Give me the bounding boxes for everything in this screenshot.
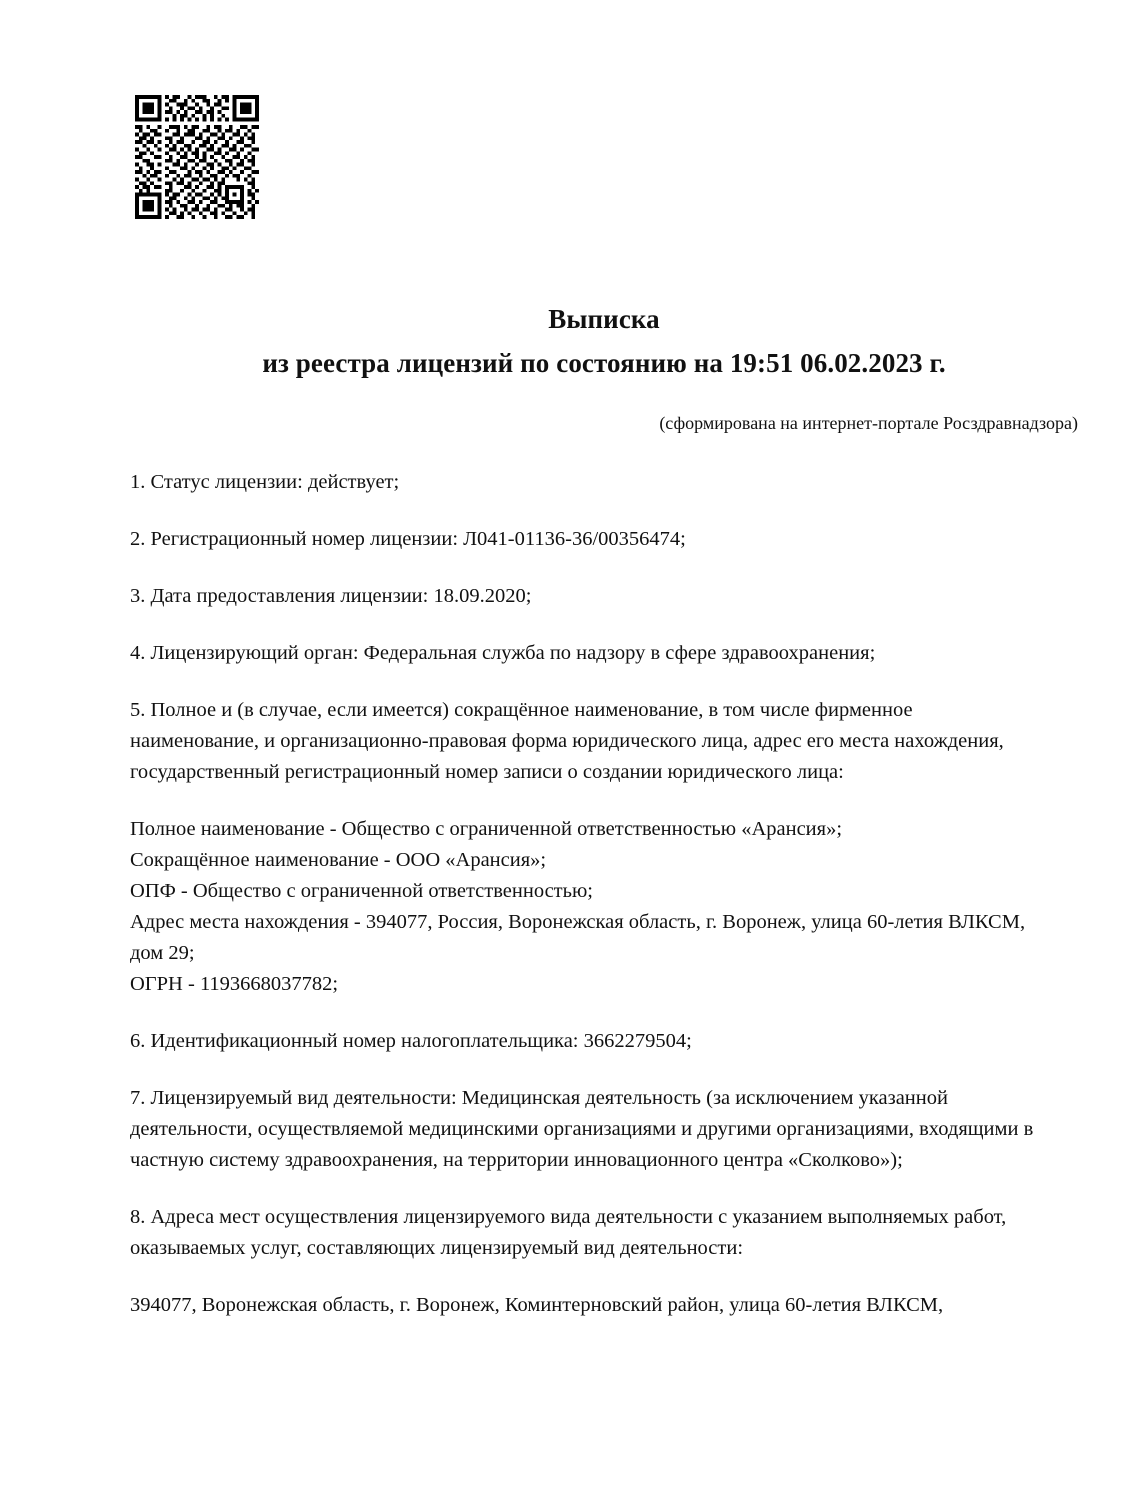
document-body <box>130 467 1040 1321</box>
item-7-licensed-activity: 7. Лицензируемый вид деятельности: Медицинская деятельность (за исключением указанной деятельности, осуществляемой медицинскими организациями и другими организациями, входящими в частную систему здравоохранения, на территории инновационного центра «Сколково»); <box>130 1087 1034 1171</box>
entity-address: Адрес места нахождения - 394077, Россия, Воронежская область, г. Воронеж, улица 60-летия ВЛКСМ, дом 29; <box>130 911 1026 964</box>
entity-full-name: Полное наименование - Общество с ограниченной ответственностью «Арансия»; <box>130 818 843 840</box>
page-subtitle-date: из реестра лицензий по состоянию на 19:51 06.02.2023 г. <box>262 348 946 378</box>
entity-ogrn: ОГРН - 1193668037782; <box>130 973 339 995</box>
item-8-activity-addresses-heading: 8. Адреса мест осуществления лицензируемого вида деятельности с указанием выполняемых работ, оказываемых услуг, составляющих лицензируемый вид деятельности: <box>130 1206 1007 1259</box>
entity-short-name: Сокращённое наименование - ООО «Арансия»; <box>130 849 547 871</box>
item-5-entity-naming-heading: 5. Полное и (в случае, если имеется) сокращённое наименование, в том числе фирменное наименование, и организационно-правовая форма юридического лица, адрес его места нахождения, государственный регистрационный номер записи о создании юридического лица: <box>130 699 1004 783</box>
item-2-registration-number: 2. Регистрационный номер лицензии: Л041-01136-36/00356474; <box>130 528 686 550</box>
activity-address-line: 394077, Воронежская область, г. Воронеж, Коминтерновский район, улица 60-летия ВЛКСМ, <box>130 1294 944 1316</box>
item-6-taxpayer-number: 6. Идентификационный номер налогоплательщика: 3662279504; <box>130 1030 692 1052</box>
entity-details-block <box>130 814 1040 1000</box>
source-note: (сформирована на интернет-портале Росздравнадзора) <box>659 413 1078 433</box>
item-4-licensing-authority: 4. Лицензирующий орган: Федеральная служба по надзору в сфере здравоохранения; <box>130 642 876 664</box>
item-1-license-status: 1. Статус лицензии: действует; <box>130 471 400 493</box>
page-title: Выписка <box>548 304 660 334</box>
document-header <box>130 300 1078 436</box>
qr-code[interactable] <box>135 95 259 219</box>
item-3-issue-date: 3. Дата предоставления лицензии: 18.09.2020; <box>130 585 532 607</box>
qr-code-graphic <box>135 95 259 219</box>
entity-legal-form: ОПФ - Общество с ограниченной ответственностью; <box>130 880 593 902</box>
